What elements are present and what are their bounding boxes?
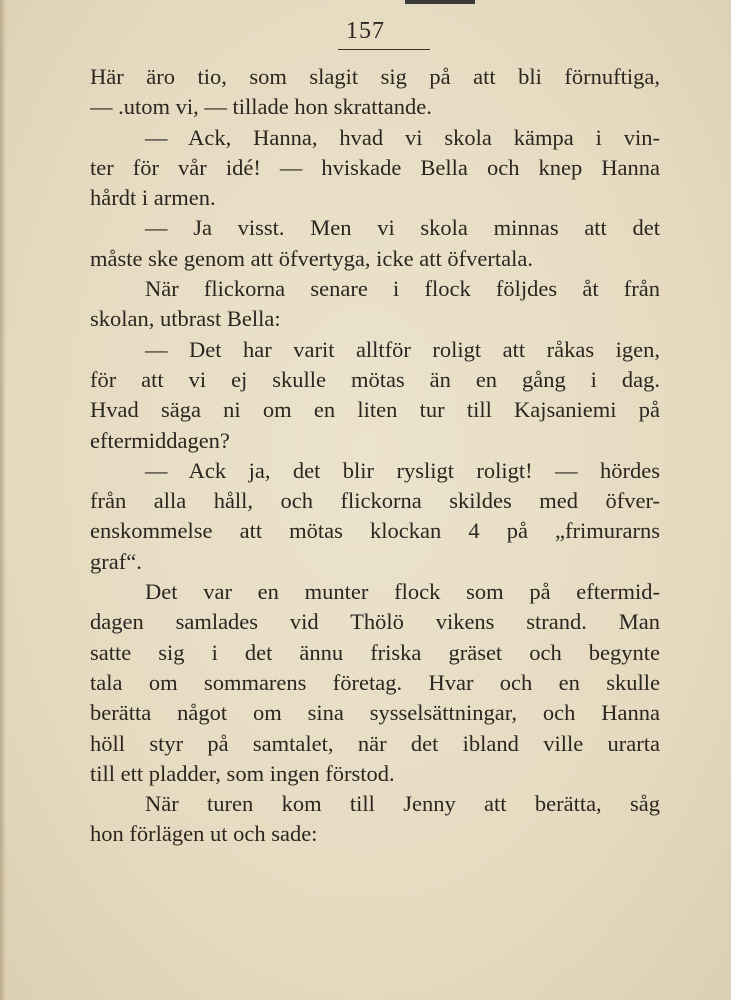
text-line: — Det har varit alltför roligt att råkas igen, [145,336,660,362]
page-number: 157 [346,18,385,44]
text-line: från alla håll, och flickorna skildes med öfver- [90,488,660,514]
text-line: enskommelse att mötas klockan 4 på „frimurarns [90,518,660,544]
text-line: ter för vår idé! — hviskade Bella och knep Hanna [90,154,660,180]
text-line: satte sig i det ännu friska gräset och begynte [90,639,660,665]
text-line: — Ja visst. Men vi skola minnas att det [145,215,660,241]
text-line: — .utom vi, — tillade hon skrattande. [90,94,432,120]
text-line: Här äro tio, som slagit sig på att bli förnuftiga, [90,64,660,89]
text-line: skolan, utbrast Bella: [90,306,281,332]
text-line: tala om sommarens företag. Hvar och en skulle [90,669,660,695]
text-line: När turen kom till Jenny att berätta, såg [145,791,660,817]
text-line: hårdt i armen. [90,185,216,211]
text-line: dagen samlades vid Thölö vikens strand. Man [90,609,660,635]
text-line: — Ack ja, det blir rysligt roligt! — hördes [145,457,660,483]
text-line: Det var en munter flock som på eftermid- [145,579,660,605]
text-line: berätta något om sina sysselsättningar, och Hanna [90,700,660,726]
text-line: måste ske genom att öfvertyga, icke att öfvertala. [90,245,533,271]
text-line: När flickorna senare i flock följdes åt från [145,276,660,302]
text-line: graf“. [90,548,142,574]
text-line: höll styr på samtalet, när det ibland ville urarta [90,730,660,756]
text-line: till ett pladder, som ingen förstod. [90,760,395,786]
text-line: — Ack, Hanna, hvad vi skola kämpa i vin- [145,124,660,150]
body-text [90,62,660,850]
page-binding-edge [0,0,6,1000]
text-line: hon förlägen ut och sade: [90,821,318,847]
text-line: eftermiddagen? [90,427,230,453]
text-line: för att vi ej skulle mötas än en gång i dag. [90,366,660,392]
page-number-rule [338,49,430,50]
top-edge-mark [405,0,475,4]
text-line: Hvad säga ni om en liten tur till Kajsaniemi på [90,397,660,423]
